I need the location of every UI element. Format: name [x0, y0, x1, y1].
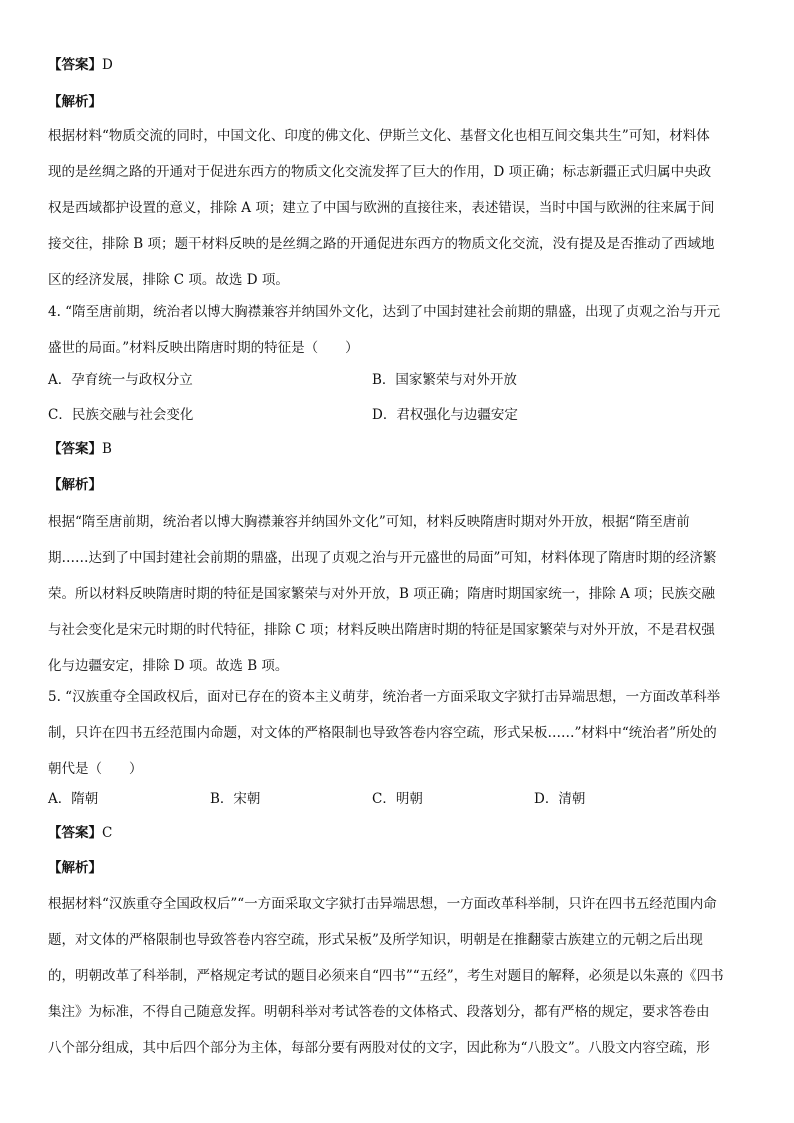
q5-answer [48, 823, 112, 843]
q3-answer [48, 55, 113, 75]
q4-option-a: A．孕育统一与政权分立 [48, 372, 193, 388]
analysis-line: 化与边疆安定，排除 D 项。故选 B 项。 [48, 658, 289, 674]
analysis-line: 题，对文体的严格限制也导致答卷内容空疏，形式呆板”及所学知识，明朝是在推翻蒙古族建立的元朝之后出现 [48, 932, 703, 948]
analysis-line: 与社会变化是宋元时期的时代特征，排除 C 项；材料反映出隋唐时期的特征是国家繁荣与对外开放，不是君权强 [48, 622, 715, 638]
q5-analysis [48, 886, 748, 1066]
analysis-line: 根据材料“物质交流的同时，中国文化、印度的佛文化、伊斯兰文化、基督文化也相互间交集共生”可知，材料体 [48, 128, 710, 144]
q5-option-a: A．隋朝 [48, 791, 99, 807]
q5-option-b: B．宋朝 [210, 791, 261, 807]
analysis-line: 接交往，排除 B 项；题干材料反映的是丝绸之路的开通促进东西方的物质文化交流，没有提及是否推动了西域地 [48, 236, 715, 252]
analysis-line: 荣。所以材料反映隋唐时期的特征是国家繁荣与对外开放，B 项正确；隋唐时期国家统一，排除 A 项；民族交融 [48, 586, 716, 602]
analysis-line: 八个部分组成，其中后四个部分为主体，每部分要有两股对仗的文字，因此称为“八股文”。八股文内容空疏，形 [48, 1040, 710, 1056]
analysis-line: 现的是丝绸之路的开通对于促进东西方的物质文化交流发挥了巨大的作用，D 项正确；标志新疆正式归属中央政 [48, 164, 712, 180]
q5-stem [48, 679, 748, 787]
q4-answer [48, 439, 112, 459]
stem-line: 盛世的局面。”材料反映出隋唐时期的特征是（ ） [48, 340, 359, 356]
answer-value: B [102, 441, 112, 457]
stem-line: 5. “汉族重夺全国政权后，面对已存在的资本主义萌芽，统治者一方面采取文字狱打击异端思想，一方面改革科举 [48, 689, 721, 705]
q4-option-c: C．民族交融与社会变化 [48, 407, 194, 423]
analysis-line: 集注》为标准，不得自己随意发挥。明朝科举对考试答卷的文体格式、段落划分，都有严格的规定，要求答卷由 [48, 1004, 710, 1020]
q4-option-b: B．国家繁荣与对外开放 [372, 372, 517, 388]
analysis-line: 期……达到了中国封建社会前期的鼎盛，出现了贞观之治与开元盛世的局面”可知，材料体现了隋唐时期的经济繁 [48, 550, 717, 566]
q4-analysis-tag: 【解析】 [48, 477, 102, 493]
analysis-line: 根据材料“汉族重夺全国政权后”“一方面采取文字狱打击异端思想，一方面改革科举制，只许在四书五经范围内命 [48, 896, 717, 912]
q5-option-d: D．清朝 [534, 791, 586, 807]
answer-value: C [102, 825, 113, 841]
answer-value: D [102, 57, 113, 73]
answer-tag: 【答案】 [48, 825, 102, 841]
analysis-line: 根据“隋至唐前期，统治者以博大胸襟兼容并纳国外文化”可知，材料反映隋唐时期对外开放，根据“隋至唐前 [48, 514, 690, 530]
stem-line: 朝代是（ ） [48, 761, 143, 777]
answer-tag: 【答案】 [48, 57, 102, 73]
q4-analysis [48, 504, 748, 684]
q3-analysis-tag: 【解析】 [48, 94, 102, 110]
analysis-line: 区的经济发展，排除 C 项。故选 D 项。 [48, 272, 289, 288]
q4-option-d: D．君权强化与边疆安定 [372, 407, 518, 423]
analysis-line: 权是西域都护设置的意义，排除 A 项；建立了中国与欧洲的直接往来，表述错误，当时中国与欧洲的往来属于间 [48, 200, 715, 216]
answer-tag: 【答案】 [48, 441, 102, 457]
stem-line: 4. “隋至唐前期，统治者以博大胸襟兼容并纳国外文化，达到了中国封建社会前期的鼎盛，出现了贞观之治与开元 [48, 304, 721, 320]
q3-analysis [48, 118, 748, 298]
q5-option-c: C．明朝 [372, 791, 423, 807]
q5-analysis-tag: 【解析】 [48, 860, 102, 876]
q4-stem [48, 294, 748, 366]
analysis-line: 的，明朝改革了科举制，严格规定考试的题目必须来自“四书”“五经”，考生对题目的解释，必须是以朱熹的《四书 [48, 968, 724, 984]
stem-line: 制，只许在四书五经范围内命题，对文体的严格限制也导致答卷内容空疏，形式呆板……”材料中“统治者”所处的 [48, 725, 717, 741]
